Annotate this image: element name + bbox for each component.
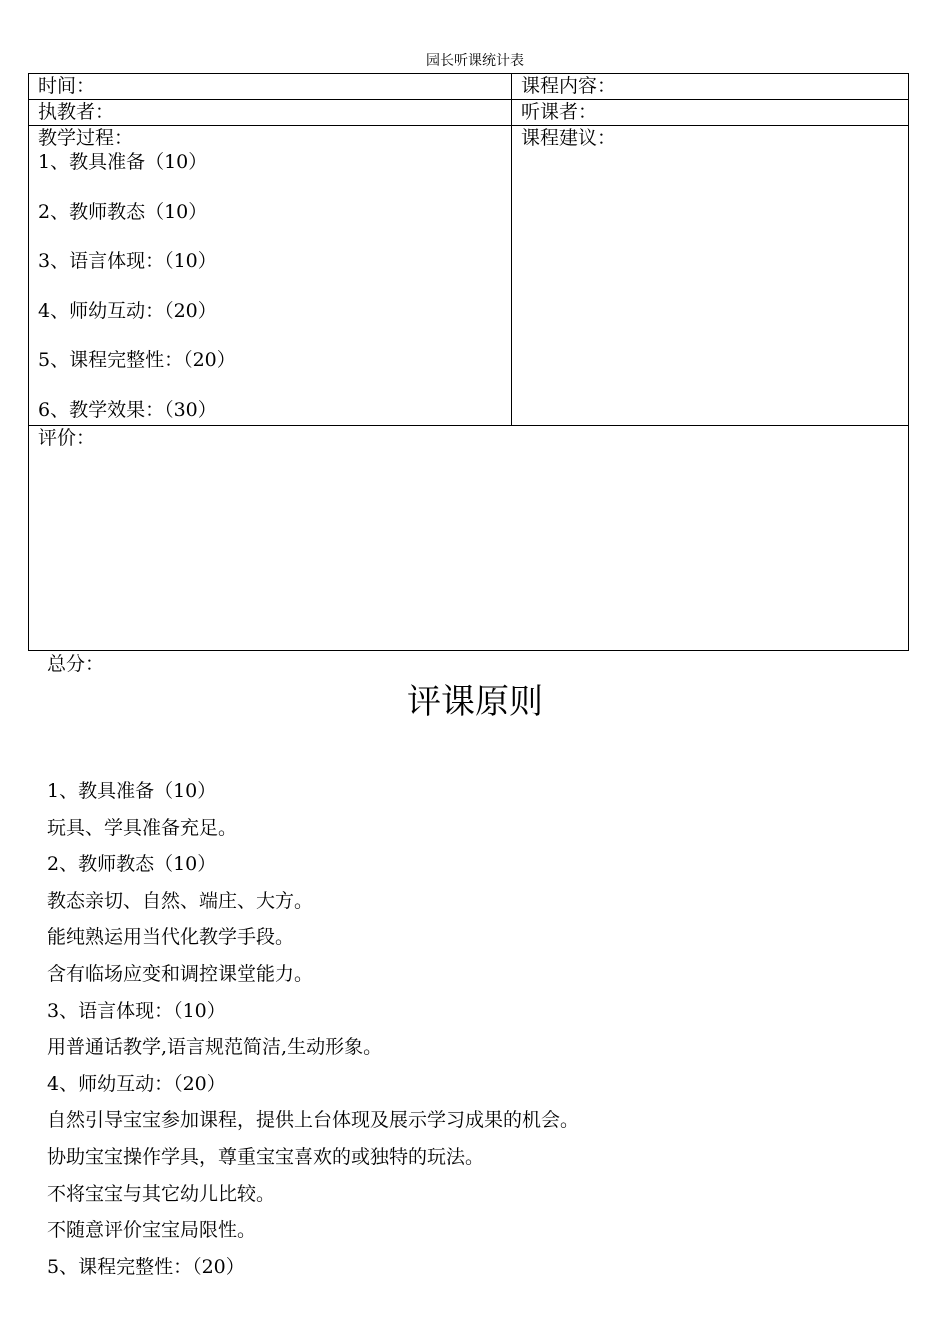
teacher-label: 执教者： xyxy=(38,101,115,123)
course-suggestion-field[interactable] xyxy=(512,126,909,426)
teaching-process-label: 教学过程： xyxy=(38,127,134,149)
process-item: 2、教师教态（10） xyxy=(38,200,208,223)
principle-line: 教态亲切、自然、端庄、大方。 xyxy=(47,889,314,912)
principle-line: 不随意评价宝宝局限性。 xyxy=(47,1219,257,1242)
course-suggestion-label: 课程建议： xyxy=(521,127,617,149)
principle-line: 含有临场应变和调控课堂能力。 xyxy=(47,962,314,985)
principles-list xyxy=(47,773,579,1285)
principle-line: 用普通话教学,语言规范简洁,生动形象。 xyxy=(47,1036,383,1059)
process-item: 1、教具准备（10） xyxy=(38,151,208,173)
process-item: 6、教学效果：（30） xyxy=(38,398,217,421)
process-item: 4、师幼互动：（20） xyxy=(38,299,217,322)
process-item: 5、课程完整性：（20） xyxy=(38,349,236,372)
evaluation-label: 评价： xyxy=(38,427,96,449)
principle-line: 自然引导宝宝参加课程，提供上台体现及展示学习成果的机会。 xyxy=(47,1109,580,1132)
course-content-field[interactable] xyxy=(512,74,909,100)
process-item: 3、语言体现：（10） xyxy=(38,250,217,273)
principle-line: 不将宝宝与其它幼儿比较。 xyxy=(47,1182,276,1205)
document-title: 园长听课统计表 xyxy=(426,53,524,69)
principle-line: 3、语言体现：（10） xyxy=(47,999,226,1022)
evaluation-field[interactable] xyxy=(29,426,909,651)
teaching-process-cell xyxy=(29,126,512,426)
principle-line: 4、师幼互动：（20） xyxy=(47,1072,226,1095)
principle-line: 能纯熟运用当代化教学手段。 xyxy=(47,926,295,949)
principle-line: 1、教具准备（10） xyxy=(47,780,217,802)
teacher-field[interactable] xyxy=(29,100,512,126)
total-score-label: 总分： xyxy=(47,653,105,675)
evaluation-form-table xyxy=(28,73,909,651)
principles-title: 评课原则 xyxy=(407,682,543,722)
course-content-label: 课程内容： xyxy=(521,75,617,97)
listener-label: 听课者： xyxy=(521,101,598,123)
time-field[interactable] xyxy=(29,74,512,100)
principle-line: 协助宝宝操作学具，尊重宝宝喜欢的或独特的玩法。 xyxy=(47,1145,485,1168)
time-label: 时间： xyxy=(38,75,96,97)
principle-line: 5、课程完整性：（20） xyxy=(47,1255,245,1278)
listener-field[interactable] xyxy=(512,100,909,126)
principle-line: 2、教师教态（10） xyxy=(47,853,217,876)
principle-line: 玩具、学具准备充足。 xyxy=(47,816,238,839)
